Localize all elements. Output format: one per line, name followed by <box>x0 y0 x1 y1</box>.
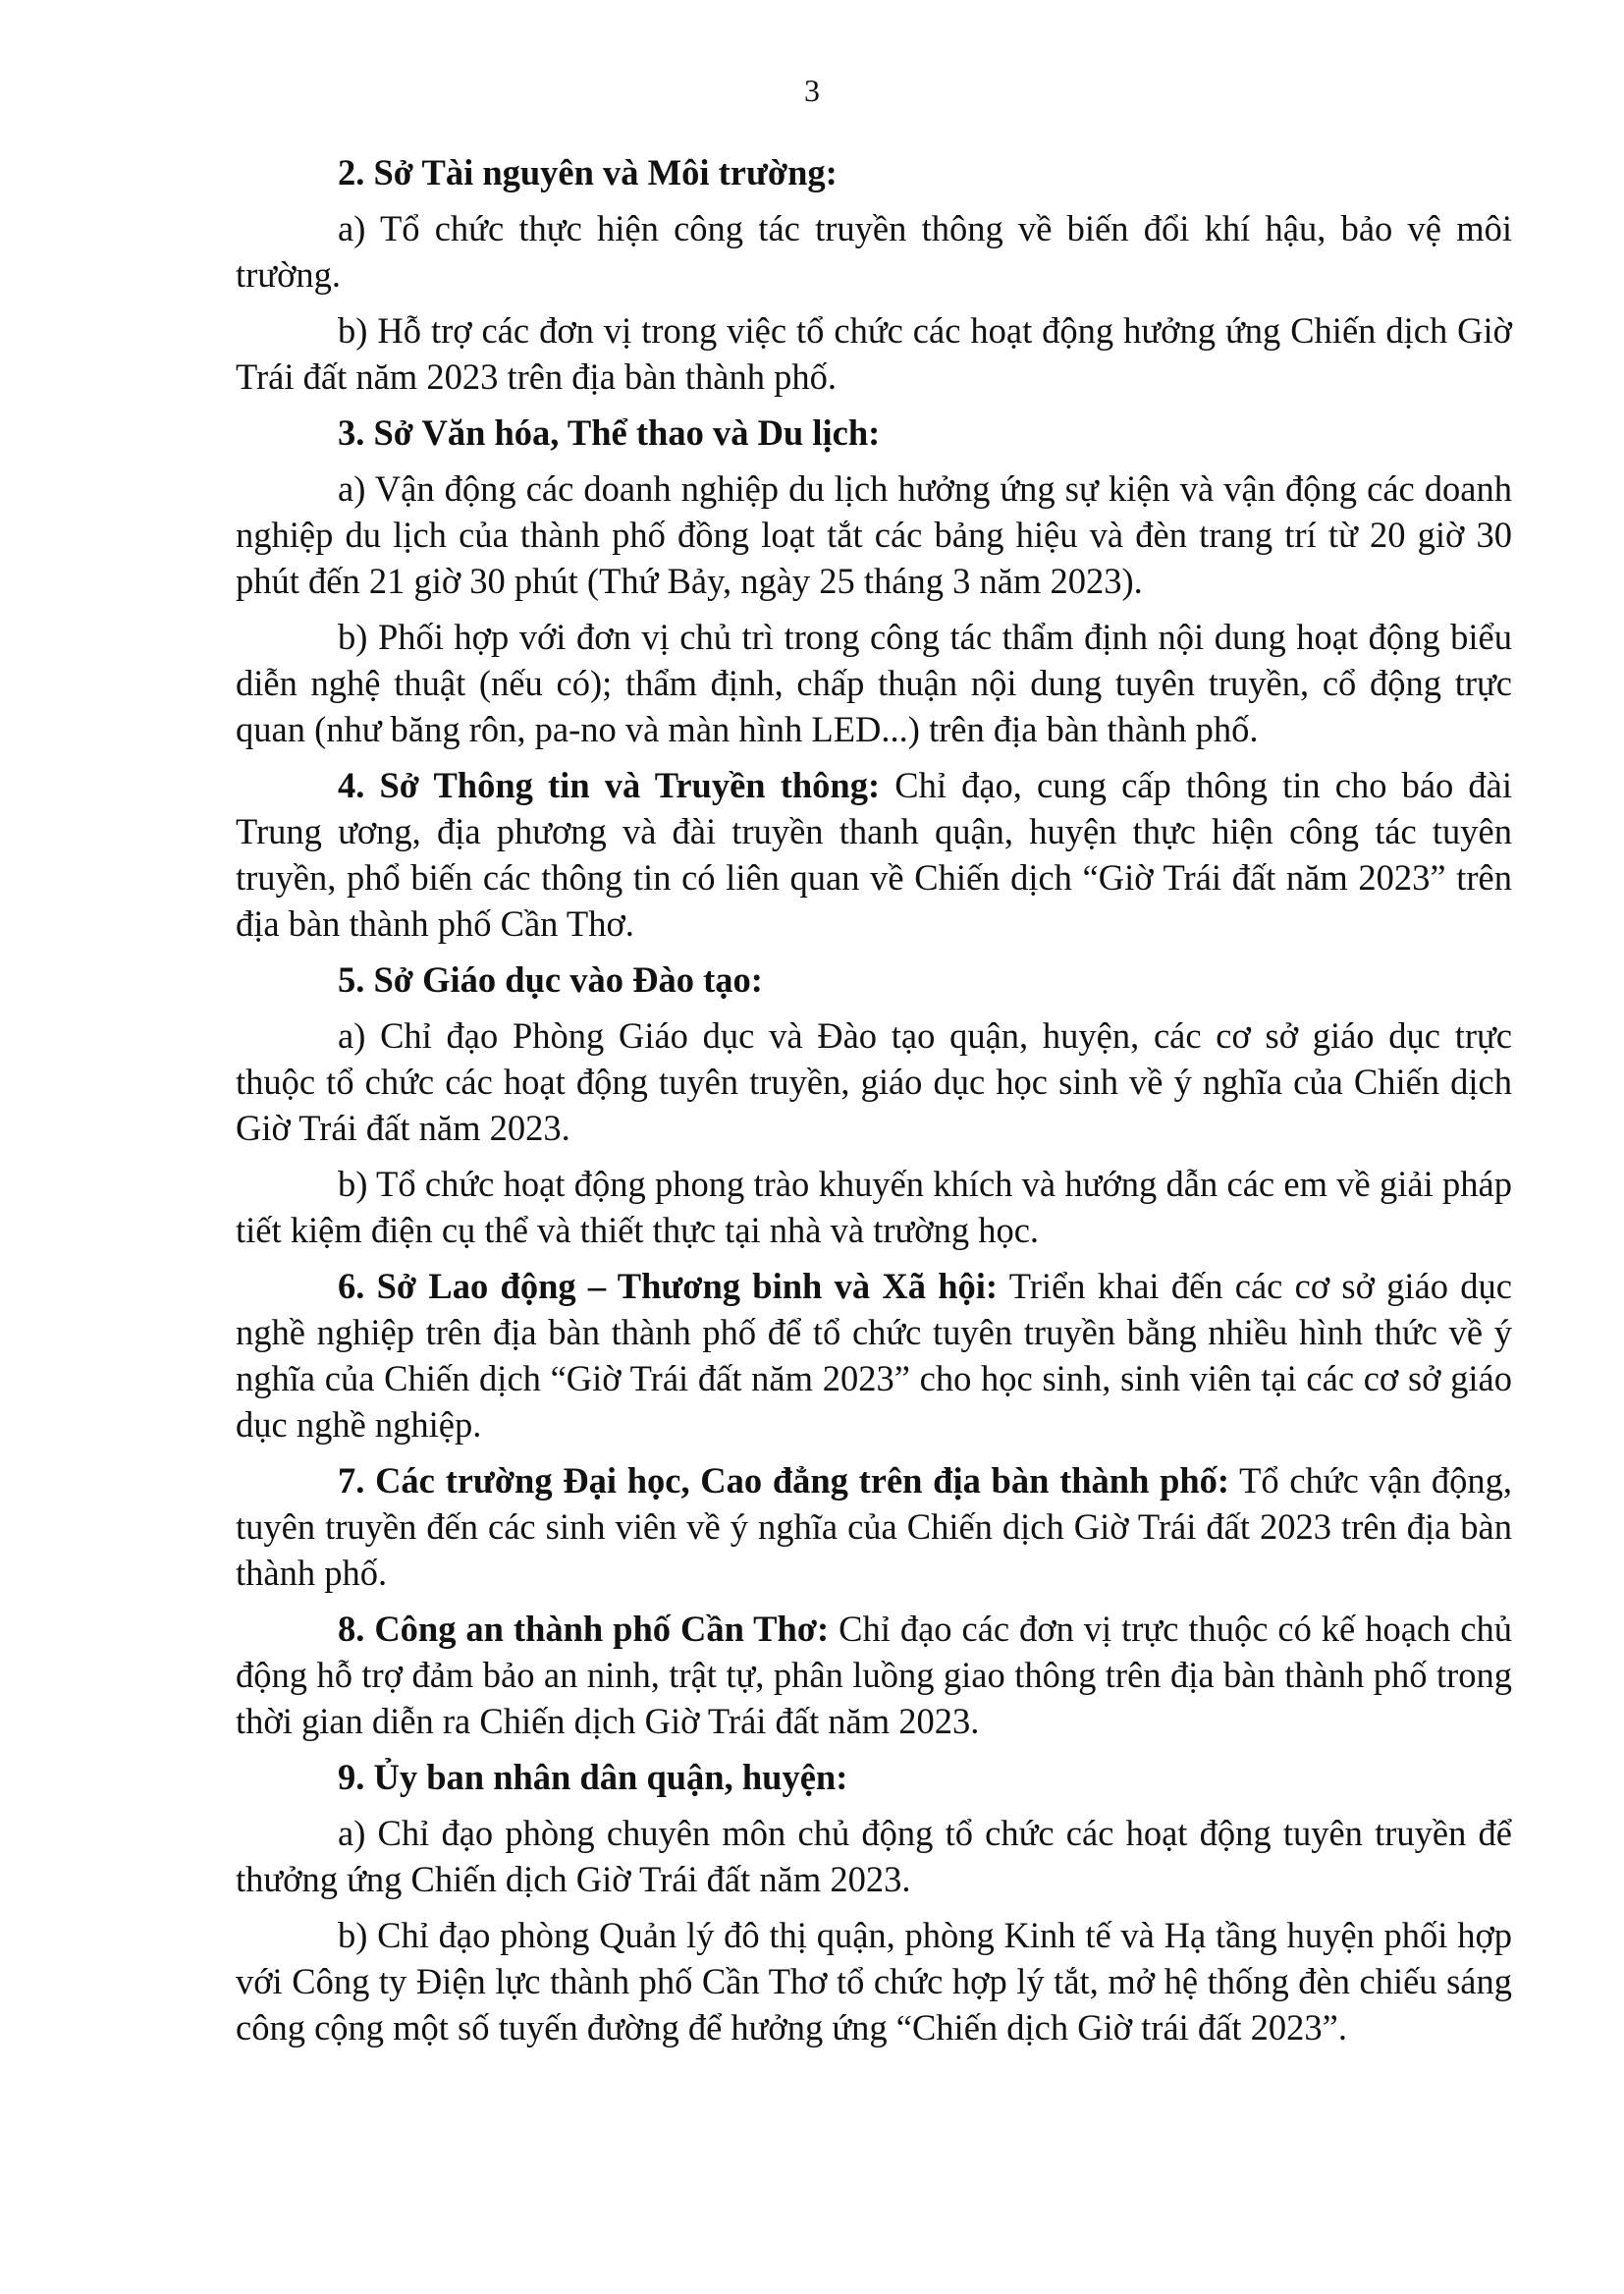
section-body: Chỉ đạo, cung cấp thông tin cho báo đài Trung ương, địa phương và đài truyền thanh quận, huyện thực hiện công tác tuyên truyền, phổ biến các thông tin có liên quan về Chiến dịch “Giờ Trái đất năm 2023” trên địa bàn thành phố Cần Thơ. <box>236 765 1512 944</box>
section-6 <box>236 1263 1512 1447</box>
section-body: Tổ chức vận động, tuyên truyền đến các sinh viên về ý nghĩa của Chiến dịch Giờ Trái đất 2023 trên địa bàn thành phố. <box>236 1460 1512 1593</box>
section-2 <box>236 149 1512 400</box>
section-body: Chỉ đạo các đơn vị trực thuộc có kế hoạch chủ động hỗ trợ đảm bảo an ninh, trật tự, phân luồng giao thông trên địa bàn thành phố trong thời gian diễn ra Chiến dịch Giờ Trái đất năm 2023. <box>236 1609 1512 1741</box>
paragraph-b: b) Chỉ đạo phòng Quản lý đô thị quận, phòng Kinh tế và Hạ tầng huyện phối hợp với Công ty Điện lực thành phố Cần Thơ tổ chức hợp lý tắt, mở hệ thống đèn chiếu sáng công cộng một số tuyến đường để hưởng ứng “Chiến dịch Giờ trái đất 2023”. <box>236 1915 1512 2048</box>
section-heading: 7. Các trường Đại học, Cao đẳng trên địa bàn thành phố: <box>338 1460 1230 1501</box>
section-paragraph <box>236 762 1512 947</box>
section-paragraph <box>236 1263 1512 1447</box>
section-paragraph <box>236 1457 1512 1596</box>
section-heading: 8. Công an thành phố Cần Thơ: <box>338 1609 830 1649</box>
paragraph-b: b) Tổ chức hoạt động phong trào khuyến khích và hướng dẫn các em về giải pháp tiết kiệm điện cụ thể và thiết thực tại nhà và trường học. <box>236 1164 1512 1250</box>
paragraph-b: b) Hỗ trợ các đơn vị trong việc tổ chức các hoạt động hưởng ứng Chiến dịch Giờ Trái đất năm 2023 trên địa bàn thành phố. <box>236 310 1512 397</box>
section-heading: 3. Sở Văn hóa, Thể thao và Du lịch: <box>338 412 881 453</box>
section-7 <box>236 1457 1512 1596</box>
section-heading: 5. Sở Giáo dục vào Đào tạo: <box>338 959 763 1000</box>
section-paragraph <box>236 1606 1512 1744</box>
section-heading: 4. Sở Thông tin và Truyền thông: <box>338 765 881 805</box>
section-body: Triển khai đến các cơ sở giáo dục nghề nghiệp trên địa bàn thành phố để tổ chức tuyên truyền bằng nhiều hình thức về ý nghĩa của Chiến dịch “Giờ Trái đất năm 2023” cho học sinh, sinh viên tại các cơ sở giáo dục nghề nghiệp. <box>236 1266 1512 1445</box>
section-3 <box>236 410 1512 752</box>
page-number: 3 <box>804 73 820 108</box>
section-4 <box>236 762 1512 947</box>
section-9 <box>236 1754 1512 2050</box>
section-heading: 9. Ủy ban nhân dân quận, huyện: <box>338 1757 848 1797</box>
document-body <box>236 149 1512 2060</box>
paragraph-a: a) Chỉ đạo phòng chuyên môn chủ động tổ chức các hoạt động tuyên truyền để thưởng ứng Chiến dịch Giờ Trái đất năm 2023. <box>236 1813 1512 1899</box>
section-8 <box>236 1606 1512 1744</box>
paragraph-a: a) Chỉ đạo Phòng Giáo dục và Đào tạo quận, huyện, các cơ sở giáo dục trực thuộc tổ chức các hoạt động tuyên truyền, giáo dục học sinh về ý nghĩa của Chiến dịch Giờ Trái đất năm 2023. <box>236 1015 1512 1148</box>
paragraph-b: b) Phối hợp với đơn vị chủ trì trong công tác thẩm định nội dung hoạt động biểu diễn nghệ thuật (nếu có); thẩm định, chấp thuận nội dung tuyên truyền, cổ động trực quan (như băng rôn, pa-no và màn hình LED...) trên địa bàn thành phố. <box>236 617 1512 749</box>
section-heading: 6. Sở Lao động – Thương binh và Xã hội: <box>338 1266 999 1306</box>
section-heading: 2. Sở Tài nguyên và Môi trường: <box>338 152 838 192</box>
paragraph-a: a) Vận động các doanh nghiệp du lịch hưởng ứng sự kiện và vận động các doanh nghiệp du lịch của thành phố đồng loạt tắt các bảng hiệu và đèn trang trí từ 20 giờ 30 phút đến 21 giờ 30 phút (Thứ Bảy, ngày 25 tháng 3 năm 2023). <box>236 468 1512 601</box>
paragraph-a: a) Tổ chức thực hiện công tác truyền thông về biến đổi khí hậu, bảo vệ môi trường. <box>236 208 1512 295</box>
section-5 <box>236 956 1512 1253</box>
